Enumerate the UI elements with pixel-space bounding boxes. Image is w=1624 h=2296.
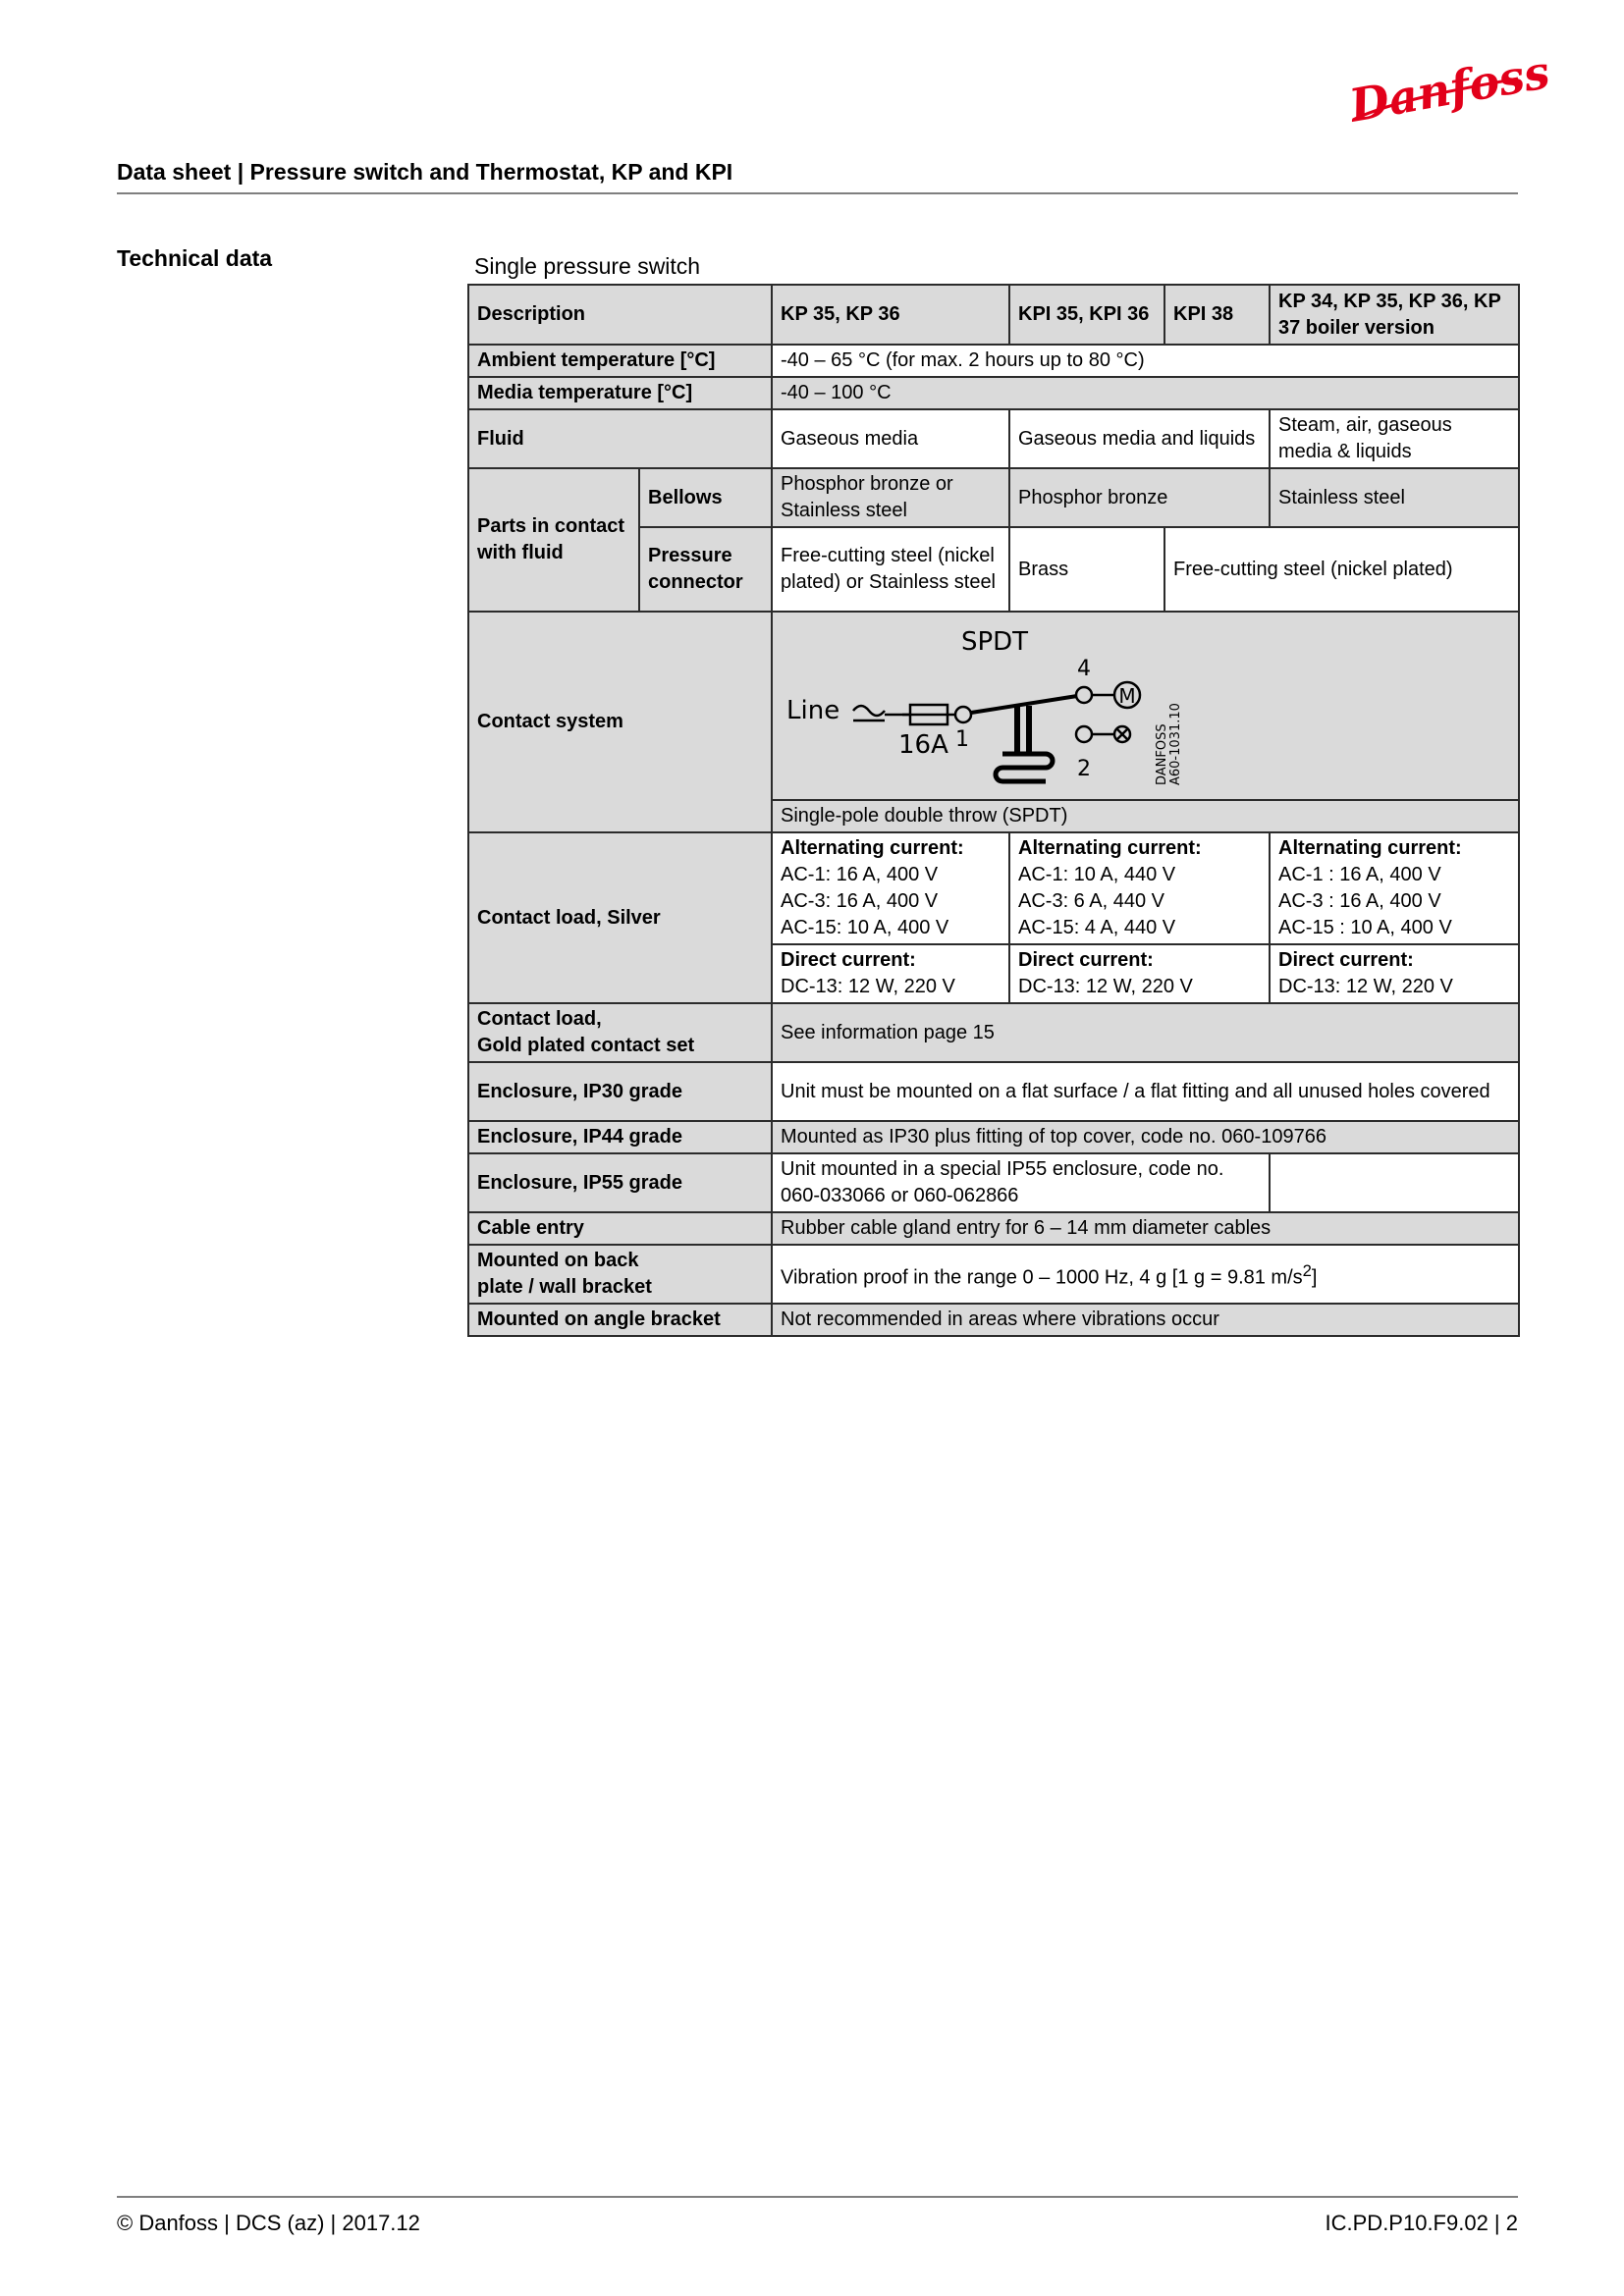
media-label: Media temperature [°C] [468,377,772,409]
diagram-line-label: Line [786,696,840,725]
back-plate-label-line-2: plate / wall bracket [477,1276,652,1298]
dc-line: DC-13: 12 W, 220 V [781,976,955,997]
connector-kpi38-boiler: Free-cutting steel (nickel plated) [1164,527,1519,612]
table-row [468,612,1519,800]
ac-line: AC-3: 6 A, 440 V [1018,890,1164,912]
fluid-kpi: Gaseous media and liquids [1009,409,1270,468]
page-header-title: Data sheet | Pressure switch and Thermostat, KP and KPI [117,159,733,185]
table-row [468,1121,1519,1153]
table-row [468,468,1519,527]
back-plate-label-line-1: Mounted on back [477,1250,639,1271]
ac-title: Alternating current: [1278,837,1462,859]
dc-cell-kp35 [772,944,1009,1003]
media-value: -40 – 100 °C [772,377,1519,409]
vibration-sup: 2 [1302,1260,1312,1280]
footer-doc-code: IC.PD.P10.F9.02 | 2 [1325,2211,1518,2235]
table-row [468,1153,1519,1212]
ip55-empty [1270,1153,1519,1212]
ac-symbol [853,706,885,716]
bellows-kpi: Phosphor bronze [1009,468,1270,527]
footer-copyright: © Danfoss | DCS (az) | 2017.12 [117,2211,420,2235]
dc-cell-boiler [1270,944,1519,1003]
table-caption: Single pressure switch [474,253,701,279]
diagram-code-1: DANFOSS [1155,723,1169,785]
bellows-icon [996,754,1053,781]
section-title: Technical data [117,245,273,271]
ip44-value: Mounted as IP30 plus fitting of top cover, code no. 060-109766 [772,1121,1519,1153]
ambient-label: Ambient temperature [°C] [468,345,772,377]
ip30-label: Enclosure, IP30 grade [468,1062,772,1121]
ambient-value: -40 – 65 °C (for max. 2 hours up to 80 °C) [772,345,1519,377]
fuse-label: 16A [898,730,948,760]
contact-load-label: Contact load, Silver [468,832,772,1003]
switch-lever [971,696,1077,713]
header-kpi38: KPI 38 [1164,285,1270,345]
gold-label [468,1003,772,1062]
vibration-text: Vibration proof in the range 0 – 1000 Hz, 4 g [1 g = 9.81 m/s [781,1266,1303,1289]
vibration-close: ] [1311,1266,1318,1289]
ac-line: AC-1 : 16 A, 400 V [1278,864,1441,885]
gold-label-line-2: Gold plated contact set [477,1035,695,1056]
ac-line: AC-15 : 10 A, 400 V [1278,917,1452,938]
header-description: Description [468,285,772,345]
bellows-kp35: Phosphor bronze or Stainless steel [772,468,1009,527]
angle-value: Not recommended in areas where vibrations occur [772,1304,1519,1336]
bellows-label: Bellows [639,468,772,527]
logo-text: Danfoss [1345,44,1554,133]
table-row [468,1212,1519,1245]
cable-value: Rubber cable gland entry for 6 – 14 mm diameter cables [772,1212,1519,1245]
terminal-4 [1076,687,1092,703]
gold-value: See information page 15 [772,1003,1519,1062]
fluid-kp35: Gaseous media [772,409,1009,468]
gold-label-line-1: Contact load, [477,1008,602,1030]
ip55-value: Unit mounted in a special IP55 enclosure, code no. 060-033066 or 060-062866 [772,1153,1270,1212]
header-divider [117,192,1518,194]
spdt-diagram-cell [772,612,1519,800]
ac-cell-kpi [1009,832,1270,944]
ac-cell-boiler [1270,832,1519,944]
danfoss-logo [1345,44,1554,141]
ip55-label: Enclosure, IP55 grade [468,1153,772,1212]
ac-line: AC-1: 10 A, 440 V [1018,864,1176,885]
bellows-boiler: Stainless steel [1270,468,1519,527]
ac-line: AC-15: 4 A, 440 V [1018,917,1176,938]
header-kpi35-kpi36: KPI 35, KPI 36 [1009,285,1164,345]
header-kp35-kp36: KP 35, KP 36 [772,285,1009,345]
dc-line: DC-13: 12 W, 220 V [1278,976,1453,997]
table-row [468,1003,1519,1062]
table-row [468,1304,1519,1336]
dc-cell-kpi [1009,944,1270,1003]
connector-kp35: Free-cutting steel (nickel plated) or Stainless steel [772,527,1009,612]
table-row [468,1062,1519,1121]
table-row [468,1245,1519,1304]
dc-line: DC-13: 12 W, 220 V [1018,976,1193,997]
contact-system-caption: Single-pole double throw (SPDT) [772,800,1519,832]
ac-title: Alternating current: [1018,837,1202,859]
terminal-1 [955,707,971,722]
terminal-1-label: 1 [955,727,969,752]
ac-line: AC-3 : 16 A, 400 V [1278,890,1441,912]
dc-title: Direct current: [1278,949,1414,971]
ac-line: AC-3: 16 A, 400 V [781,890,939,912]
actuator-pin [1014,706,1020,753]
back-plate-label [468,1245,772,1304]
diagram-code-2: A60-1031.10 [1168,703,1183,785]
spec-table [467,284,1520,1337]
ip44-label: Enclosure, IP44 grade [468,1121,772,1153]
contact-system-label: Contact system [468,612,772,832]
table-row [468,285,1519,345]
back-plate-value [772,1245,1519,1304]
ac-title: Alternating current: [781,837,964,859]
fluid-boiler: Steam, air, gaseous media & liquids [1270,409,1519,468]
ac-line: AC-1: 16 A, 400 V [781,864,939,885]
cable-label: Cable entry [468,1212,772,1245]
actuator-pin [1026,706,1032,753]
ip30-value: Unit must be mounted on a flat surface / a flat fitting and all unused holes covered [772,1062,1519,1121]
header-boiler-version: KP 34, KP 35, KP 36, KP 37 boiler version [1270,285,1519,345]
parts-label: Parts in contact with fluid [468,468,639,612]
spdt-wiring-diagram [781,614,1193,789]
table-row [468,409,1519,468]
fluid-label: Fluid [468,409,772,468]
angle-label: Mounted on angle bracket [468,1304,772,1336]
motor-label: M [1118,684,1136,708]
table-row [468,345,1519,377]
dc-title: Direct current: [781,949,916,971]
connector-kpi35: Brass [1009,527,1164,612]
terminal-4-label: 4 [1077,657,1091,681]
connector-label: Pressure connector [639,527,772,612]
table-row [468,377,1519,409]
table-row [468,832,1519,944]
footer-divider [117,2196,1518,2198]
terminal-2-label: 2 [1077,757,1091,781]
dc-title: Direct current: [1018,949,1154,971]
diagram-title: SPDT [960,627,1029,657]
ac-line: AC-15: 10 A, 400 V [781,917,949,938]
terminal-2 [1076,726,1092,742]
ac-cell-kp35 [772,832,1009,944]
